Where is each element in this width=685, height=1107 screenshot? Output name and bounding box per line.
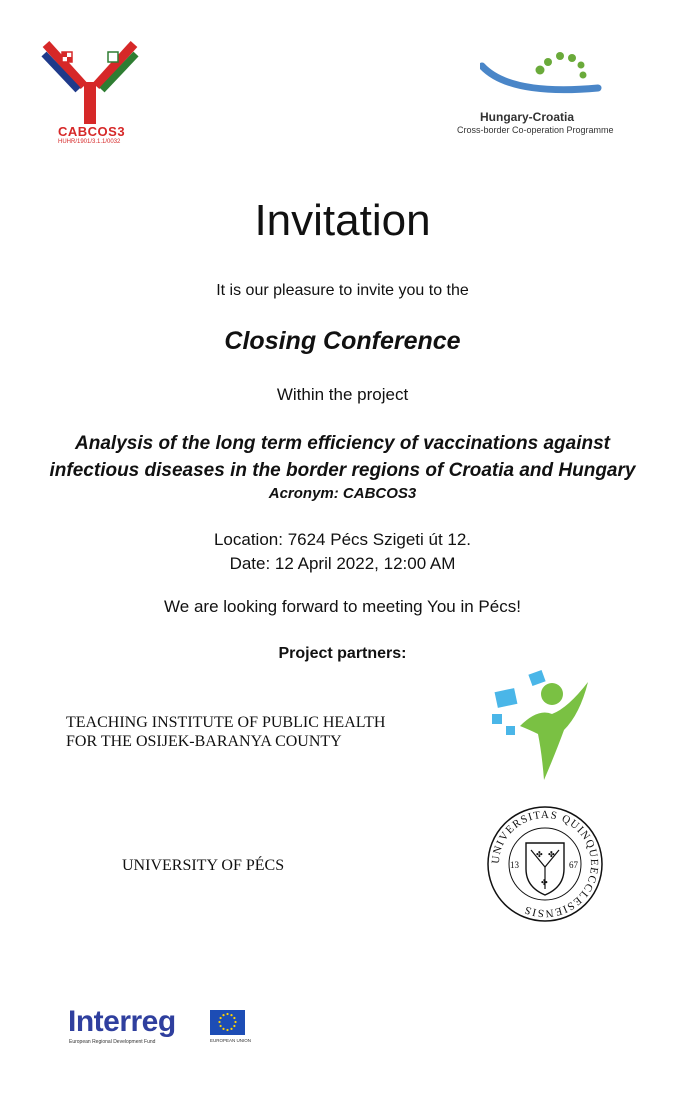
- event-date: Date: 12 April 2022, 12:00 AM: [229, 554, 456, 573]
- partner-osijek-line-2: FOR THE OSIJEK-BARANYA COUNTY: [66, 733, 342, 750]
- programme-logo-name: Hungary-Croatia: [480, 110, 575, 124]
- interreg-logo-fund: European Regional Development Fund: [69, 1039, 156, 1045]
- closing-text: We are looking forward to meeting You in Pécs!: [164, 597, 521, 616]
- seal-text: UNIVERSITAS QUINQUEECCLESIENSIS: [489, 808, 601, 920]
- svg-text:✤: ✤: [548, 850, 555, 859]
- svg-text:✤: ✤: [541, 878, 548, 887]
- page-title: Invitation: [254, 196, 431, 245]
- partner-osijek-line-1: TEACHING INSTITUTE OF PUBLIC HEALTH: [66, 714, 386, 731]
- intro-text: It is our pleasure to invite you to the: [216, 282, 469, 299]
- cabcos-logo-name: CABCOS3: [58, 124, 126, 139]
- programme-logo: [455, 48, 625, 140]
- programme-swoosh-icon: [480, 48, 610, 108]
- within-text: Within the project: [276, 385, 409, 404]
- event-location: Location: 7624 Pécs Szigeti út 12.: [213, 530, 472, 549]
- svg-text:✤: ✤: [536, 850, 543, 859]
- cabcos-logo-code: HUHR/1901/3.1.1/0032: [58, 139, 121, 145]
- eu-flag-icon: [210, 1010, 245, 1035]
- project-acronym: Acronym: CABCOS3: [268, 485, 417, 502]
- university-seal-icon: [486, 805, 604, 923]
- public-health-figure-icon: [490, 668, 595, 783]
- interreg-logo-name: Interreg: [68, 1005, 176, 1038]
- cabcos-logo: [40, 36, 140, 148]
- eu-label: EUROPEAN UNION: [210, 1038, 252, 1043]
- conference-name: Closing Conference: [224, 327, 461, 355]
- seal-left-number: 13: [510, 860, 519, 870]
- partner-osijek: [66, 713, 385, 751]
- project-title-line-1: Analysis of the long term efficiency of vaccinations against: [75, 433, 610, 454]
- partner-pecs: UNIVERSITY OF PÉCS: [122, 857, 285, 874]
- public-health-logo: [490, 668, 595, 783]
- interreg-logo: [66, 1005, 256, 1050]
- seal-right-number: 67: [569, 860, 578, 870]
- university-seal: [486, 805, 604, 923]
- partners-heading: Project partners:: [278, 645, 407, 662]
- project-title-line-2: infectious diseases in the border regions of Croatia and Hungary: [49, 460, 636, 481]
- event-details: [0, 528, 685, 576]
- programme-logo-tagline: Cross-border Co-operation Programme: [457, 125, 614, 135]
- svg-text:UNIVERSITAS QUINQUEECCLESIENSI: [490, 809, 600, 919]
- project-title: [0, 430, 685, 484]
